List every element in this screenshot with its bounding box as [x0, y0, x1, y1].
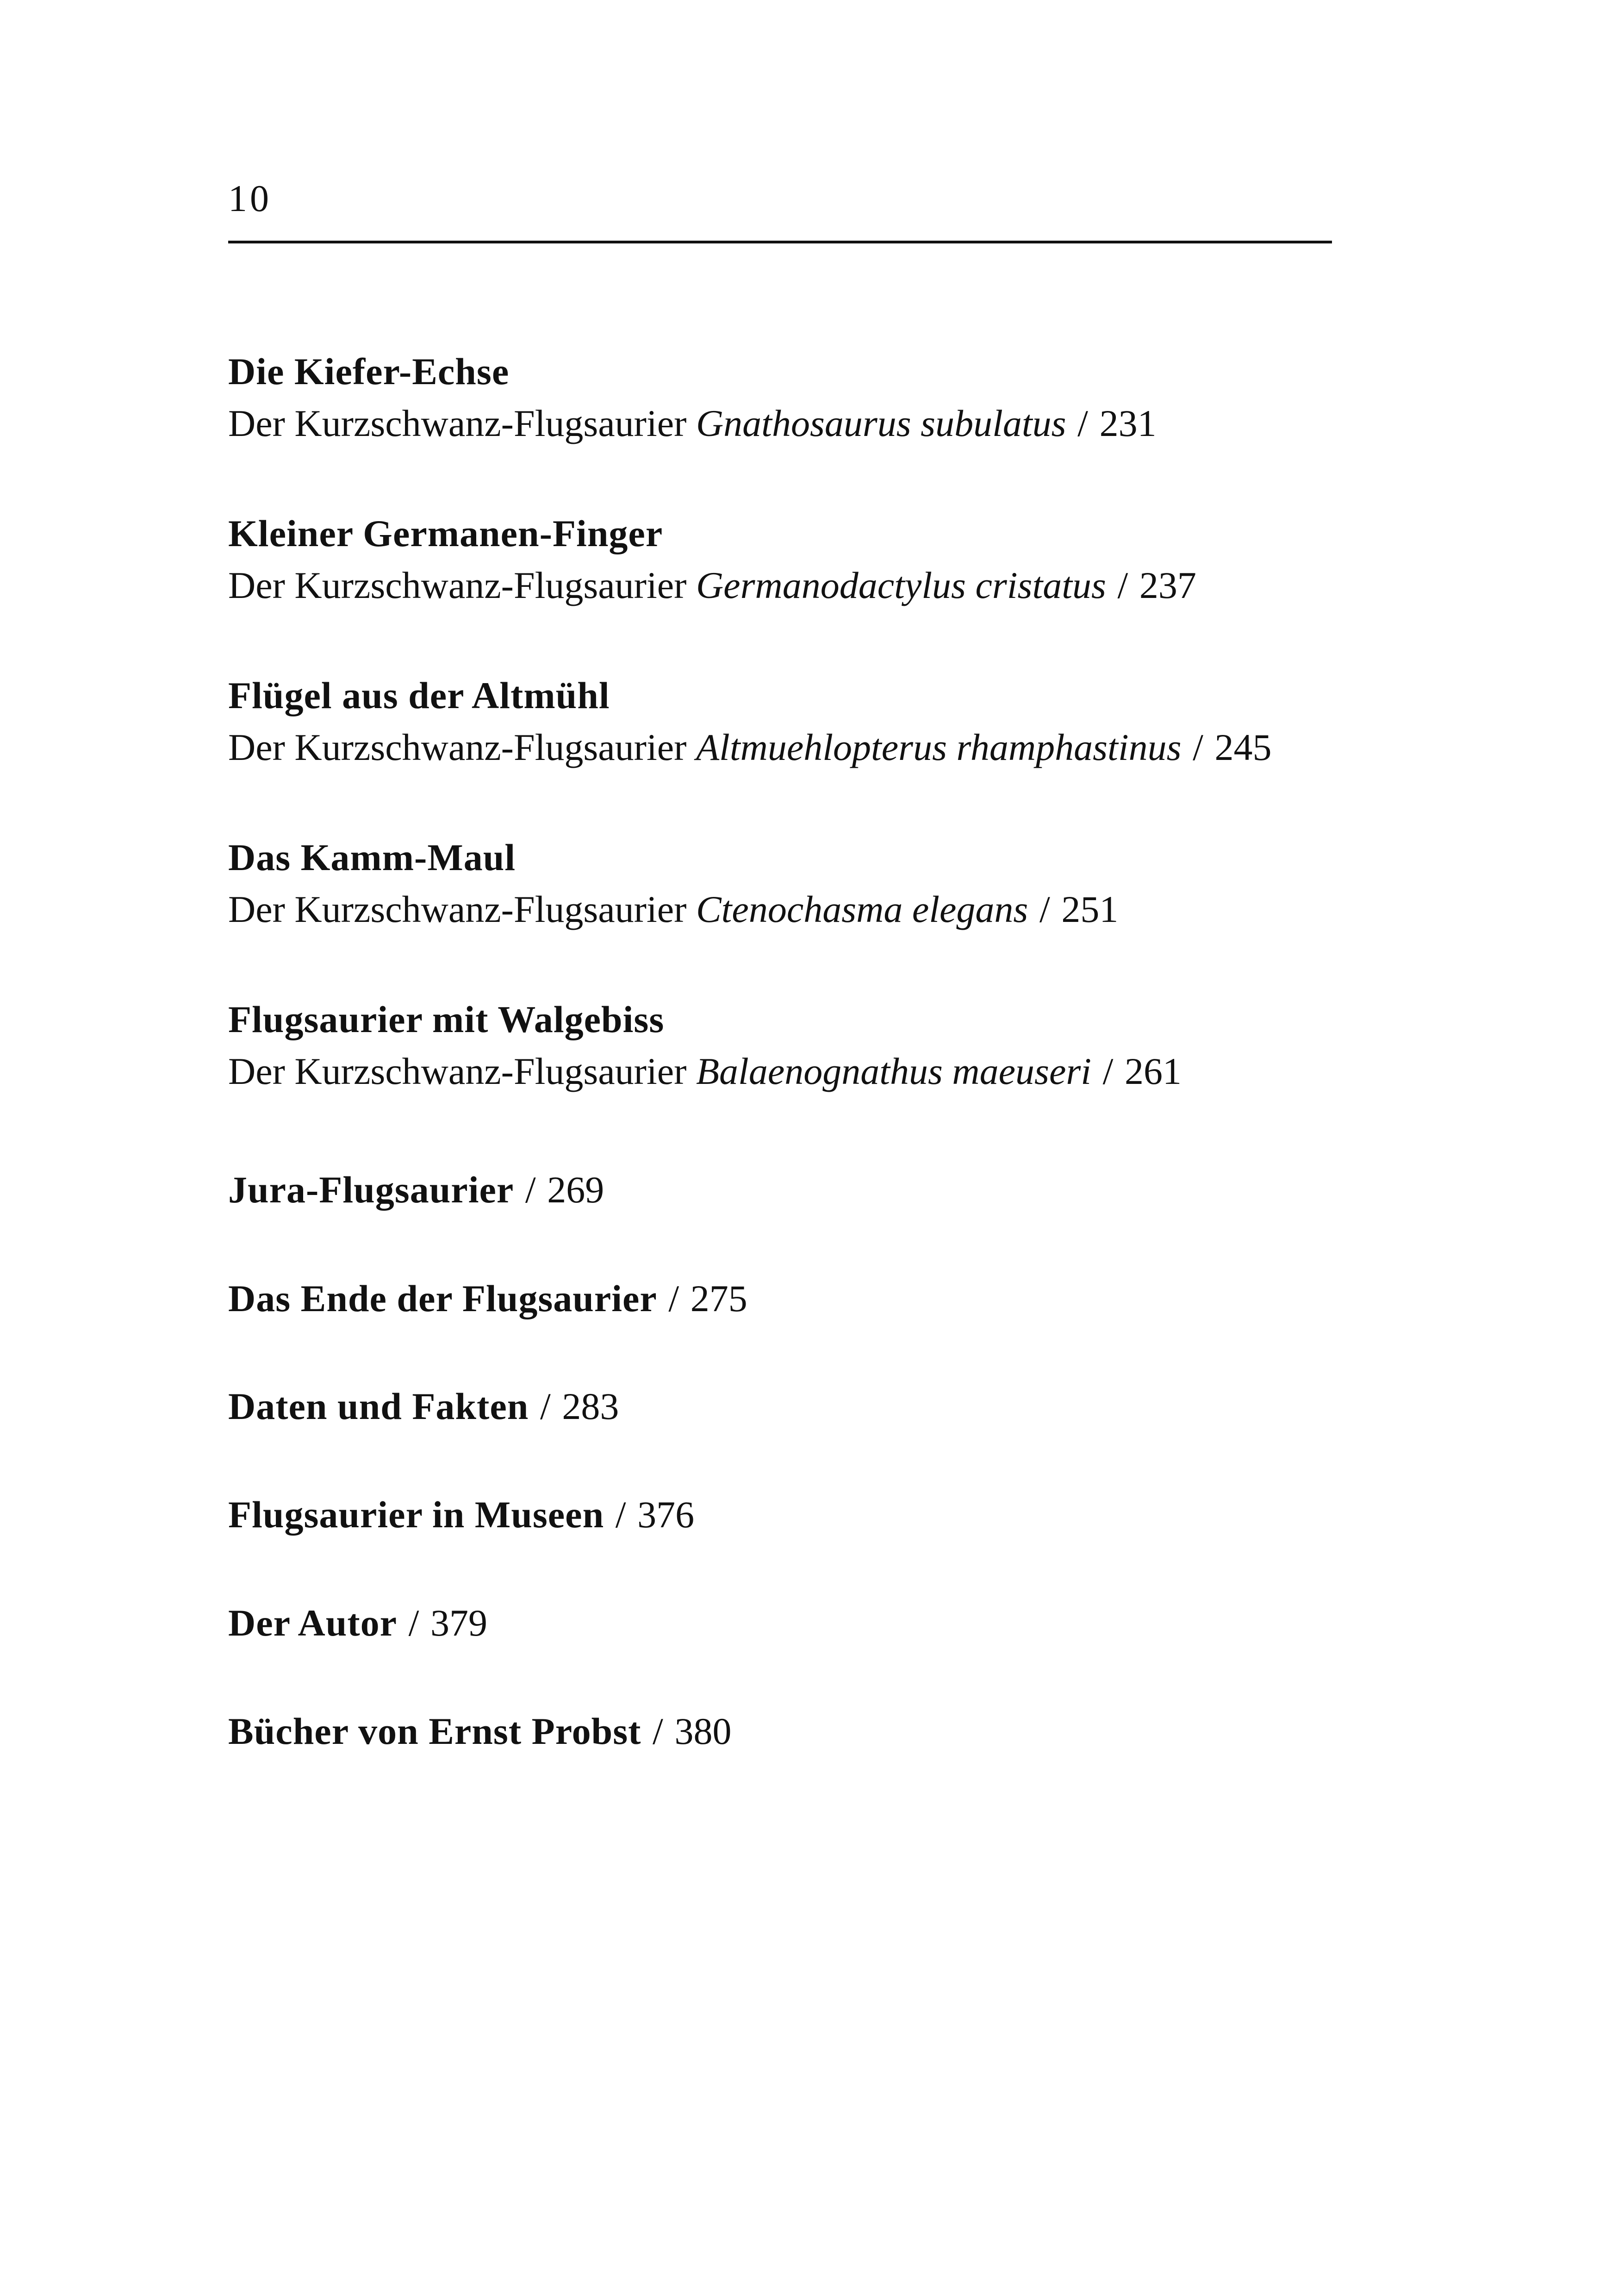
toc-entry-title: Flugsaurier mit Walgebiss [228, 998, 665, 1040]
toc-entry-title: Daten und Fakten [228, 1385, 529, 1427]
page-reference: 231 [1099, 402, 1157, 444]
toc-entry [228, 1712, 1385, 1750]
toc-entry-subtitle [228, 1052, 1385, 1090]
species-name: Gnathosaurus subulatus [696, 402, 1066, 444]
page-separator: / [540, 1385, 551, 1427]
toc-entry [228, 1493, 1385, 1536]
toc-entry-title: Flugsaurier in Museen [228, 1493, 604, 1536]
toc-entry [228, 512, 1385, 606]
page-reference: 269 [547, 1169, 604, 1211]
toc-entry-title: Kleiner Germanen-Finger [228, 512, 663, 554]
toc-entry-title: Die Kiefer-Echse [228, 350, 510, 392]
page-separator: / [653, 1710, 663, 1752]
page-separator: / [1117, 564, 1128, 606]
species-name: Germanodactylus cristatus [696, 564, 1106, 606]
toc-entry-title: Jura-Flugsaurier [228, 1169, 514, 1211]
toc-entry-title: Flügel aus der Altmühl [228, 674, 610, 716]
toc-entry-prefix: Der Kurzschwanz-Flugsaurier [228, 1050, 687, 1092]
toc-entry-subtitle [228, 404, 1385, 442]
species-name: Altmuehlopterus rhamphastinus [696, 726, 1182, 768]
page-reference: 251 [1061, 888, 1119, 930]
species-name: Ctenochasma elegans [696, 888, 1028, 930]
toc-entry [228, 350, 1385, 444]
page-separator: / [1102, 1050, 1114, 1092]
page-reference: 283 [562, 1385, 619, 1427]
toc-entry [228, 998, 1385, 1092]
toc-entry-title: Der Autor [228, 1602, 398, 1644]
toc-entry-subtitle [228, 890, 1385, 928]
toc-entry-subtitle [228, 728, 1385, 766]
toc-entry-prefix: Der Kurzschwanz-Flugsaurier [228, 402, 687, 444]
page-reference: 245 [1214, 726, 1272, 768]
page-reference: 261 [1125, 1050, 1182, 1092]
page-separator: / [615, 1493, 626, 1536]
toc-entry-prefix: Der Kurzschwanz-Flugsaurier [228, 888, 687, 930]
page-reference: 376 [637, 1493, 695, 1536]
page-reference: 275 [690, 1277, 747, 1319]
toc-entry-subtitle [228, 566, 1385, 604]
page-reference: 379 [430, 1602, 488, 1644]
page-separator: / [525, 1169, 536, 1211]
toc-entry-prefix: Der Kurzschwanz-Flugsaurier [228, 726, 687, 768]
page-separator: / [408, 1602, 419, 1644]
page-number: 10 [228, 177, 272, 219]
toc-entry-title: Das Kamm-Maul [228, 836, 516, 878]
page-separator: / [1077, 402, 1088, 444]
page-separator: / [1039, 888, 1050, 930]
toc-entry [228, 1604, 1385, 1642]
toc-entry [228, 1277, 1385, 1319]
toc-entry [228, 674, 1385, 768]
toc-entry [228, 1385, 1385, 1427]
page-separator: / [668, 1277, 679, 1319]
toc-entry-title: Das Ende der Flugsaurier [228, 1277, 657, 1319]
toc-entry [228, 836, 1385, 930]
header-rule [228, 241, 1332, 243]
page-reference: 380 [674, 1710, 732, 1752]
toc-entry-title: Bücher von Ernst Probst [228, 1710, 641, 1752]
page-separator: / [1193, 726, 1203, 768]
toc-entry [228, 1171, 1385, 1209]
toc-entry-prefix: Der Kurzschwanz-Flugsaurier [228, 564, 687, 606]
page-reference: 237 [1139, 564, 1196, 606]
species-name: Balaenognathus maeuseri [696, 1050, 1092, 1092]
